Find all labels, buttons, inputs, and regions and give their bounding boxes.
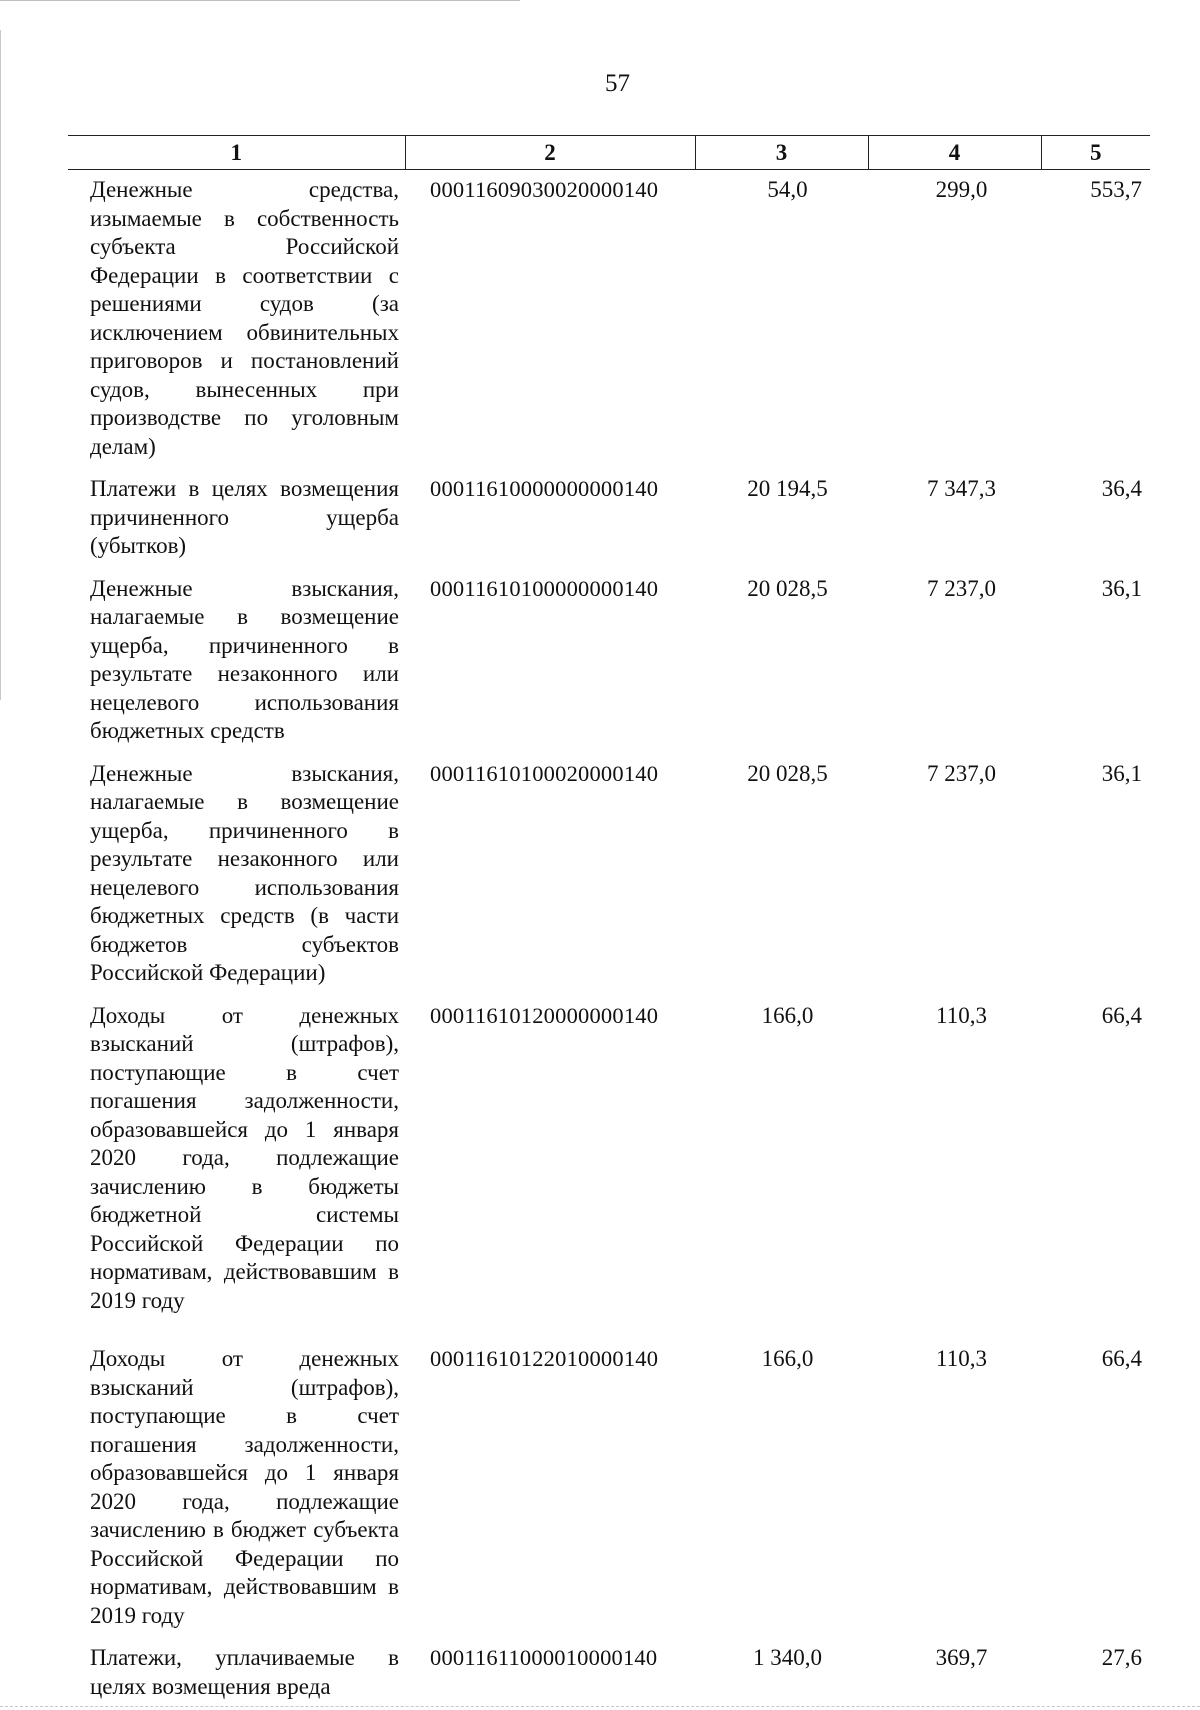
revenue-table — [68, 135, 1150, 1709]
header-col-5: 5 — [1041, 136, 1150, 170]
row-value-col3: 20 028,5 — [747, 575, 828, 601]
row-value-col3: 20 194,5 — [747, 476, 828, 501]
header-col-2: 2 — [405, 136, 695, 170]
row-code: 00011610100020000140 — [430, 760, 659, 786]
table-row — [68, 1638, 1150, 1709]
row-description: Денежные взыскания, налагаемые в возмещение ущерба, причиненного в результате незаконного или нецелевого использования бюджетных средств (в части бюджетов субъектов Российской Федерации) — [90, 760, 399, 985]
table-row — [68, 569, 1150, 754]
row-value-col4: 7 347,3 — [927, 476, 996, 501]
row-value-col4: 110,3 — [936, 1002, 987, 1028]
row-description: Доходы от денежных взысканий (штрафов), поступающие в счет погашения задолженности, образовавшейся до 1 января 2020 года, подлежащие зачислению в бюджеты бюджетной системы Российской Федерации по нормативам, действовавшим в 2019 году — [90, 1002, 399, 1313]
row-description: Платежи в целях возмещения причиненного ущерба (убытков) — [90, 476, 399, 558]
row-value-col4: 369,7 — [935, 1645, 988, 1670]
row-value-col5: 553,7 — [1090, 177, 1142, 202]
row-code: 00011609030020000140 — [430, 177, 659, 202]
row-code: 00011611000010000140 — [430, 1645, 658, 1670]
page-number: 57 — [605, 70, 630, 97]
row-value-col5: 36,4 — [1101, 476, 1142, 501]
row-value-col5: 66,4 — [1101, 1346, 1142, 1371]
revenue-table-container — [68, 135, 1150, 1709]
row-code: 00011610122010000140 — [430, 1346, 659, 1371]
row-code: 00011610120000000140 — [430, 1002, 659, 1028]
table-row — [68, 996, 1150, 1324]
row-description: Доходы от денежных взысканий (штрафов), поступающие в счет погашения задолженности, образовавшейся до 1 января 2020 года, подлежащие зачислению в бюджет субъекта Российской Федерации по нормативам, действовавшим в 2019 году — [90, 1346, 399, 1628]
row-description: Денежные взыскания, налагаемые в возмещение ущерба, причиненного в результате незаконного или нецелевого использования бюджетных средств — [90, 575, 399, 743]
row-value-col3: 54,0 — [767, 177, 808, 202]
row-value-col4: 299,0 — [935, 177, 988, 202]
header-row — [68, 136, 1150, 170]
row-value-col3: 1 340,0 — [753, 1645, 822, 1670]
row-value-col3: 20 028,5 — [747, 760, 828, 786]
row-value-col3: 166,0 — [761, 1002, 814, 1028]
table-row — [68, 1323, 1150, 1638]
row-description: Платежи, уплачиваемые в целях возмещения вреда — [90, 1645, 399, 1699]
row-code: 00011610000000000140 — [430, 476, 659, 501]
row-value-col4: 7 237,0 — [927, 575, 996, 601]
row-value-col5: 27,6 — [1101, 1645, 1142, 1670]
header-col-1: 1 — [68, 136, 405, 170]
row-value-col5: 36,1 — [1101, 575, 1142, 601]
table-row — [68, 754, 1150, 996]
row-description: Денежные средства, изымаемые в собственность субъекта Российской Федерации в соответствии с решениями судов (за исключением обвинительных приговоров и постановлений судов, вынесенных при производстве по уголовным делам) — [90, 177, 399, 459]
table-row — [68, 469, 1150, 569]
scan-edge-top — [0, 0, 520, 1]
row-value-col4: 7 237,0 — [927, 760, 996, 786]
scan-edge-left — [0, 30, 1, 700]
header-col-4: 4 — [868, 136, 1041, 170]
row-value-col4: 110,3 — [936, 1346, 987, 1371]
row-value-col5: 66,4 — [1101, 1002, 1142, 1028]
header-col-3: 3 — [695, 136, 868, 170]
row-value-col5: 36,1 — [1101, 760, 1142, 786]
table-row — [68, 170, 1150, 470]
row-code: 00011610100000000140 — [430, 575, 659, 601]
row-value-col3: 166,0 — [761, 1346, 814, 1371]
